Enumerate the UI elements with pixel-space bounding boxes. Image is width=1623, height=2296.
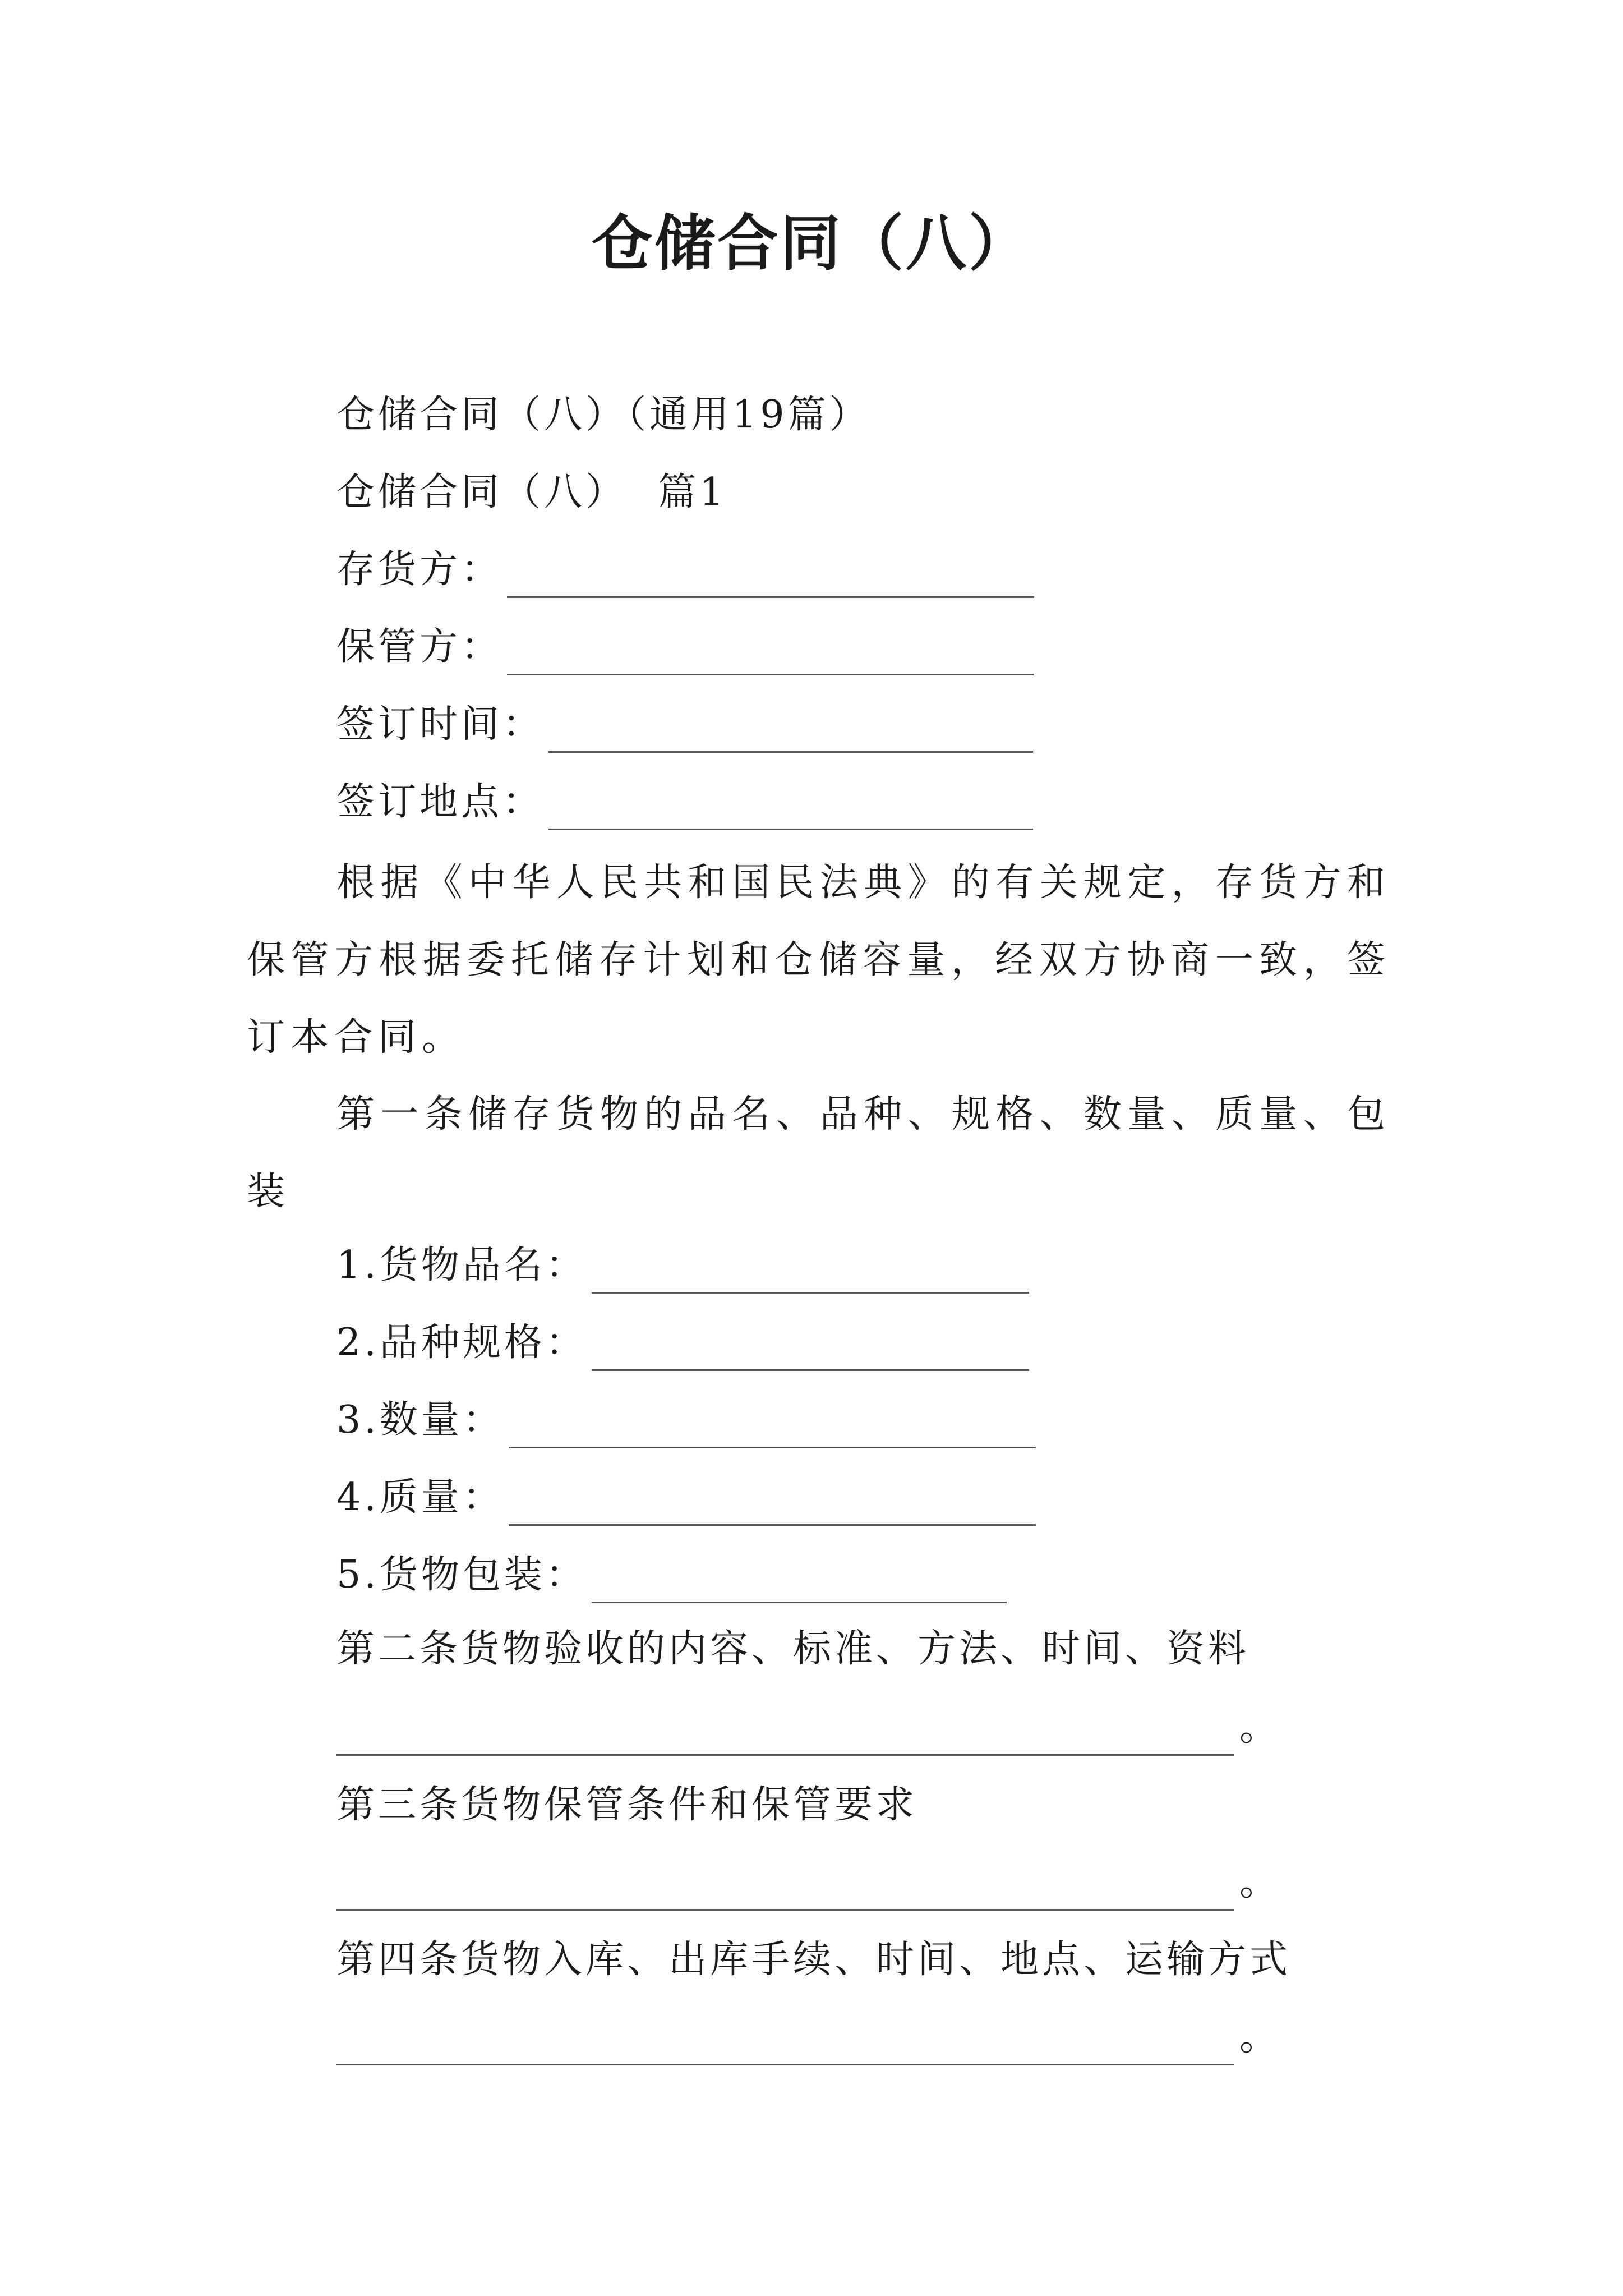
- sign-place-field: [336, 774, 1033, 830]
- item-blank[interactable]: [592, 1568, 1007, 1603]
- article-3-blank[interactable]: [336, 1875, 1234, 1911]
- article-1-item: [336, 1315, 1029, 1371]
- article-2-blank[interactable]: [336, 1720, 1234, 1756]
- article-2-heading: 第二条货物验收的内容、标准、方法、时间、资料: [336, 1627, 1250, 1671]
- article-2-period: 。: [1239, 1705, 1281, 1750]
- item-blank[interactable]: [592, 1336, 1029, 1371]
- sign-place-blank[interactable]: [548, 795, 1033, 830]
- item-label: 4.质量：: [336, 1475, 504, 1520]
- article-1-item: [336, 1392, 1036, 1448]
- article-3-fill-line: [336, 1855, 1281, 1911]
- custodian-label: 保管方：: [336, 625, 503, 669]
- document-title: 仓储合同（八）: [591, 209, 1031, 279]
- item-blank[interactable]: [509, 1490, 1036, 1526]
- article-3-period: 。: [1239, 1860, 1281, 1904]
- custodian-blank[interactable]: [507, 640, 1034, 675]
- depositor-label: 存货方：: [336, 547, 503, 592]
- document-subtitle: 仓储合同（八）（通用19篇）: [336, 393, 871, 437]
- item-blank[interactable]: [509, 1413, 1036, 1448]
- article-2-fill-line: [336, 1700, 1281, 1756]
- article-1-item: [336, 1470, 1036, 1526]
- custodian-field: [336, 619, 1034, 675]
- article-1-heading: 第一条储存货物的品名、品种、规格、数量、质量、包装: [247, 1092, 1391, 1214]
- item-label: 3.数量：: [336, 1398, 504, 1442]
- article-4-blank[interactable]: [336, 2030, 1234, 2065]
- sign-time-blank[interactable]: [548, 717, 1033, 753]
- item-label: 2.品种规格：: [336, 1320, 587, 1365]
- article-3-heading: 第三条货物保管条件和保管要求: [336, 1783, 918, 1827]
- sign-time-label: 签订时间：: [336, 702, 545, 747]
- item-blank[interactable]: [592, 1258, 1029, 1294]
- article-4-heading: 第四条货物入库、出库手续、时间、地点、运输方式: [336, 1938, 1292, 1982]
- section-heading: 仓储合同（八） 篇1: [336, 470, 727, 514]
- depositor-field: [336, 542, 1034, 598]
- sign-time-field: [336, 697, 1033, 753]
- preamble-paragraph: 根据《中华人民共和国民法典》的有关规定，存货方和保管方根据委托储存计划和仓储容量，经双方协商一致，签订本合同。: [247, 861, 1391, 1060]
- article-4-fill-line: [336, 2009, 1281, 2065]
- depositor-blank[interactable]: [507, 563, 1034, 598]
- item-label: 5.货物包装：: [336, 1553, 587, 1597]
- article-4-period: 。: [1239, 2015, 1281, 2059]
- article-1-item: [336, 1547, 1007, 1603]
- item-label: 1.货物品名：: [336, 1243, 587, 1287]
- article-1-item: [336, 1237, 1029, 1294]
- sign-place-label: 签订地点：: [336, 780, 545, 824]
